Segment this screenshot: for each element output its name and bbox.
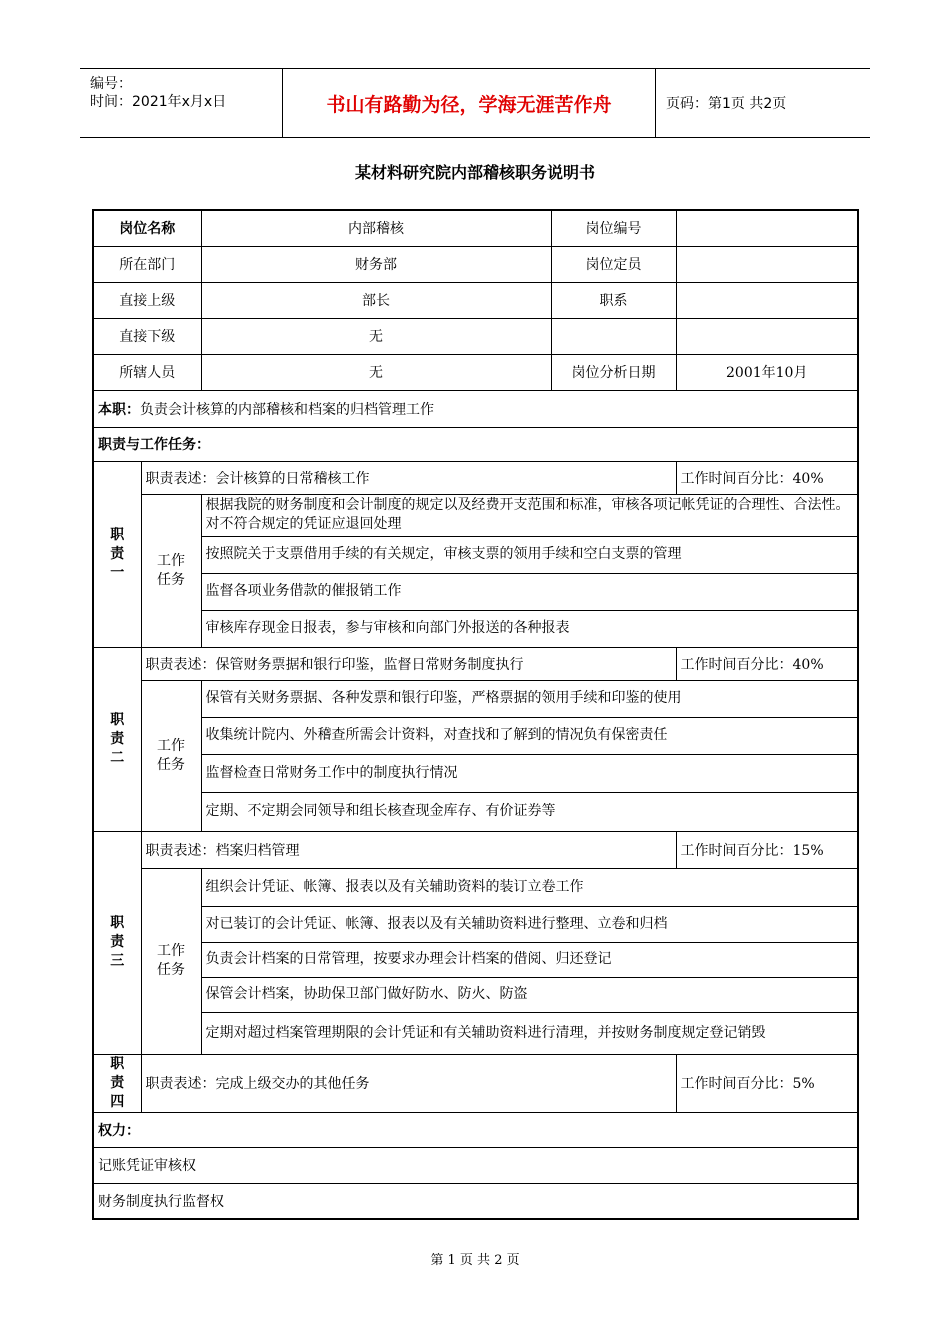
position-name-label: 岗位名称 bbox=[93, 210, 201, 246]
duty-summary-row bbox=[93, 390, 858, 427]
task-item: 收集统计院内、外稽查所需会计资料，对查找和了解到的情况负有保密责任 bbox=[201, 717, 858, 754]
duty-summary-text: 负责会计核算的内部稽核和档案的归档管理工作 bbox=[140, 401, 434, 418]
duty-desc: 职责表述：完成上级交办的其他任务 bbox=[141, 1054, 676, 1112]
position-no-value bbox=[676, 210, 858, 246]
task-row bbox=[93, 717, 858, 754]
task-item: 监督检查日常财务工作中的制度执行情况 bbox=[201, 754, 858, 792]
task-item: 保管会计档案，协助保卫部门做好防水、防火、防盗 bbox=[201, 977, 858, 1012]
document-title: 某材料研究院内部稽核职务说明书 bbox=[354, 163, 595, 182]
task-item: 监督各项业务借款的催报销工作 bbox=[201, 573, 858, 610]
dept-value: 财务部 bbox=[201, 246, 551, 282]
info-row bbox=[93, 282, 858, 318]
task-item: 根据我院的财务制度和会计制度的规定以及经费开支范围和标准，审核各项记帐凭证的合理性、合法性。对不符合规定的凭证应退回处理 bbox=[201, 494, 858, 536]
header-page-cell bbox=[656, 69, 870, 137]
quota-label: 岗位定员 bbox=[551, 246, 676, 282]
authority-row bbox=[93, 1183, 858, 1219]
authority-item: 财务制度执行监督权 bbox=[93, 1183, 858, 1219]
task-row bbox=[93, 868, 858, 906]
position-no-label: 岗位编号 bbox=[551, 210, 676, 246]
duty-name bbox=[93, 647, 141, 831]
series-value bbox=[676, 282, 858, 318]
task-item: 保管有关财务票据、各种发票和银行印鉴，严格票据的领用手续和印鉴的使用 bbox=[201, 680, 858, 717]
task-item: 对已装订的会计凭证、帐簿、报表以及有关辅助资料进行整理、立卷和归档 bbox=[201, 906, 858, 942]
task-row bbox=[93, 942, 858, 977]
duty-desc-row bbox=[93, 1054, 858, 1112]
date-label: 时间：2021年x月x日 bbox=[90, 94, 227, 110]
duty-name bbox=[93, 831, 141, 1054]
analysis-date-value: 2001年10月 bbox=[676, 354, 858, 390]
task-item: 按照院关于支票借用手续的有关规定，审核支票的领用手续和空白支票的管理 bbox=[201, 536, 858, 573]
task-row bbox=[93, 977, 858, 1012]
staff-label: 所辖人员 bbox=[93, 354, 201, 390]
duty-name-text: 职责一 bbox=[110, 526, 125, 581]
task-row bbox=[93, 754, 858, 792]
duty-desc-row bbox=[93, 461, 858, 494]
subordinate-value: 无 bbox=[201, 318, 551, 354]
duty-name-text: 职责二 bbox=[110, 711, 125, 766]
task-item: 负责会计档案的日常管理，按要求办理会计档案的借阅、归还登记 bbox=[201, 942, 858, 977]
number-label: 编号： bbox=[90, 76, 132, 92]
task-row bbox=[93, 1012, 858, 1054]
superior-value: 部长 bbox=[201, 282, 551, 318]
task-row bbox=[93, 792, 858, 831]
motto: 书山有路勤为径，学海无涯苦作舟 bbox=[326, 93, 612, 116]
authority-item: 记账凭证审核权 bbox=[93, 1147, 858, 1183]
page-footer: 第 1 页 共 2 页 bbox=[430, 1253, 520, 1268]
empty-cell bbox=[676, 318, 858, 354]
duty-pct: 工作时间百分比：40% bbox=[676, 461, 858, 494]
info-row bbox=[93, 246, 858, 282]
position-name-value: 内部稽核 bbox=[201, 210, 551, 246]
duty-desc-row bbox=[93, 647, 858, 680]
duty-desc: 职责表述：档案归档管理 bbox=[141, 831, 676, 868]
info-row bbox=[93, 318, 858, 354]
header-meta bbox=[80, 69, 282, 137]
task-row bbox=[93, 680, 858, 717]
task-label: 工作任务 bbox=[141, 680, 201, 831]
duty-desc: 职责表述：保管财务票据和银行印鉴，监督日常财务制度执行 bbox=[141, 647, 676, 680]
task-item: 定期、不定期会同领导和组长核查现金库存、有价证券等 bbox=[201, 792, 858, 831]
duty-summary-label: 本职： bbox=[98, 401, 140, 418]
superior-label: 直接上级 bbox=[93, 282, 201, 318]
duty-pct: 工作时间百分比：40% bbox=[676, 647, 858, 680]
authority-row bbox=[93, 1147, 858, 1183]
duty-desc-row bbox=[93, 831, 858, 868]
authority-heading: 权力： bbox=[93, 1112, 858, 1147]
page-code: 页码：第1页 共2页 bbox=[666, 96, 787, 112]
duty-pct: 工作时间百分比：5% bbox=[676, 1054, 858, 1112]
duty-pct: 工作时间百分比：15% bbox=[676, 831, 858, 868]
duties-heading-row bbox=[93, 427, 858, 461]
duty-name bbox=[93, 461, 141, 647]
dept-label: 所在部门 bbox=[93, 246, 201, 282]
duty-name-text: 职责三 bbox=[110, 915, 125, 969]
task-row bbox=[93, 610, 858, 647]
task-row bbox=[93, 573, 858, 610]
task-label: 工作任务 bbox=[141, 868, 201, 1054]
duties-heading: 职责与工作任务： bbox=[93, 427, 858, 461]
info-row bbox=[93, 210, 858, 246]
task-label: 工作任务 bbox=[141, 494, 201, 647]
duty-summary bbox=[93, 390, 858, 427]
duty-desc: 职责表述：会计核算的日常稽核工作 bbox=[141, 461, 676, 494]
task-item: 组织会计凭证、帐簿、报表以及有关辅助资料的装订立卷工作 bbox=[201, 868, 858, 906]
info-row bbox=[93, 354, 858, 390]
analysis-date-label: 岗位分析日期 bbox=[551, 354, 676, 390]
task-row bbox=[93, 906, 858, 942]
duty-name-text: 职责四 bbox=[110, 1055, 125, 1110]
job-description-table bbox=[92, 209, 859, 1220]
duty-name bbox=[93, 1054, 141, 1112]
task-item: 定期对超过档案管理期限的会计凭证和有关辅助资料进行清理，并按财务制度规定登记销毁 bbox=[201, 1012, 858, 1054]
empty-cell bbox=[551, 318, 676, 354]
quota-value bbox=[676, 246, 858, 282]
staff-value: 无 bbox=[201, 354, 551, 390]
authority-heading-row bbox=[93, 1112, 858, 1147]
page-header bbox=[80, 68, 870, 138]
task-row bbox=[93, 494, 858, 536]
task-row bbox=[93, 536, 858, 573]
subordinate-label: 直接下级 bbox=[93, 318, 201, 354]
series-label: 职系 bbox=[551, 282, 676, 318]
task-item: 审核库存现金日报表，参与审核和向部门外报送的各种报表 bbox=[201, 610, 858, 647]
header-motto-cell bbox=[282, 69, 656, 137]
